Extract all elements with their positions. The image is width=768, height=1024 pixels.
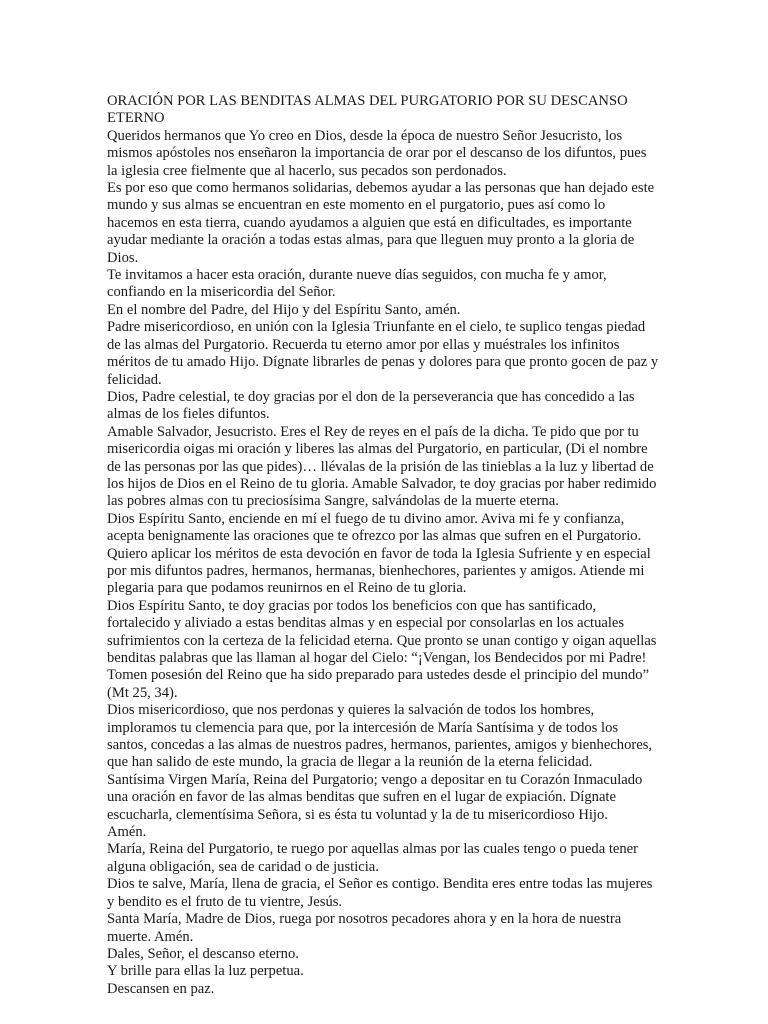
paragraph-invitation: Te invitamos a hacer esta oración, durante nueve días seguidos, con mucha fe y amor, confiando en la misericordia del Señor. bbox=[107, 267, 607, 301]
paragraph-solidarity: Es por eso que como hermanos solidarias, debemos ayudar a las personas que han dejado este mundo y sus almas se encuentran en este momento en el purgatorio, pues así como lo hacemos en esta tierra, cuando ayudamos a alguien que está en dificultades, es importante ayudar mediante la oración a todas estas almas, para que lleguen muy pronto a la gloria de Dios. bbox=[107, 180, 655, 266]
paragraph-intro: Queridos hermanos que Yo creo en Dios, desde la época de nuestro Señor Jesucristo, los mismos apóstoles nos enseñaron la importancia de orar por el descanso de los difuntos, pues la iglesia cree fielmente que al hacerlo, sus pecados son perdonados. bbox=[107, 127, 647, 179]
paragraph-eternal-rest: Dales, Señor, el descanso eterno. bbox=[107, 945, 299, 962]
document-title: ORACIÓN POR LAS BENDITAS ALMAS DEL PURGATORIO POR SU DESCANSO ETERNO bbox=[107, 93, 628, 127]
paragraph-virgin-mary: Santísima Virgen María, Reina del Purgatorio; vengo a depositar en tu Corazón Inmaculado una oración en favor de las almas benditas que sufren en el lugar de expiación. Dígnate escucharla, clementísima Señora, si es ésta tu voluntad y la de tu misericordioso Hijo. bbox=[107, 771, 643, 823]
paragraph-merciful-father: Padre misericordioso, en unión con la Iglesia Triunfante en el cielo, te suplico tengas piedad de las almas del Purgatorio. Recuerda tu eterno amor por ellas y muéstrales los infinitos méritos de tu amado Hijo. Dígnate librarles de penas y dolores para que pronto gocen de paz y felicidad. bbox=[107, 319, 659, 388]
document-page bbox=[107, 93, 659, 998]
paragraph-perpetual-light: Y brille para ellas la luz perpetua. bbox=[107, 963, 304, 980]
paragraph-amen: Amén. bbox=[107, 824, 147, 841]
paragraph-holy-mary: Santa María, Madre de Dios, ruega por nosotros pecadores ahora y en la hora de nuestra muerte. Amén. bbox=[107, 911, 622, 945]
paragraph-rest-in-peace: Descansen en paz. bbox=[107, 980, 215, 997]
paragraph-savior: Amable Salvador, Jesucristo. Eres el Rey de reyes en el país de la dicha. Te pido que por tu misericordia oigas mi oración y liberes las almas del Purgatorio, en particular, (Di el nombre de las personas por las que pides)… llévalas de la prisión de las tinieblas a la luz y libertad de los hijos de Dios en el Reino de tu gloria. Amable Salvador, te doy gracias por haber redimido las pobres almas con tu preciosísima Sangre, salvándolas de la muerte eterna. bbox=[107, 423, 657, 510]
paragraph-queen-purgatory: María, Reina del Purgatorio, te ruego por aquellas almas por las cuales tengo o pueda tener alguna obligación, sea de caridad o de justicia. bbox=[107, 841, 639, 875]
paragraph-holy-spirit-2: Dios Espíritu Santo, te doy gracias por todos los beneficios con que has santificado, fortalecido y aliviado a estas benditas almas y en especial por consolarlas en los actuales sufrimientos con la certeza de la felicidad eterna. Que pronto se unan contigo y oigan aquellas benditas palabras que las llaman al hogar del Cielo: “¡Vengan, los Bendecidos por mi Padre! Tomen posesión del Reino que ha sido preparado para ustedes desde el principio del mundo” (Mt 25, 34). bbox=[107, 597, 657, 701]
paragraph-sign-of-cross: En el nombre del Padre, del Hijo y del Espíritu Santo, amén. bbox=[107, 301, 461, 318]
paragraph-hail-mary: Dios te salve, María, llena de gracia, el Señor es contigo. Bendita eres entre todas las mujeres y bendito es el fruto de tu vientre, Jesús. bbox=[107, 876, 653, 910]
paragraph-holy-spirit-1: Dios Espíritu Santo, enciende en mí el fuego de tu divino amor. Aviva mi fe y confianza, acepta benignamente las oraciones que te ofrezco por las almas que sufren en el Purgatorio. Quiero aplicar los méritos de esta devoción en favor de toda la Iglesia Sufriente y en especial por mis difuntos padres, hermanos, hermanas, bienhechores, parientes y amigos. Atiende mi plegaria para que podamos reunirnos en el Reino de tu gloria. bbox=[107, 510, 651, 597]
paragraph-merciful-god: Dios misericordioso, que nos perdonas y quieres la salvación de todos los hombres, imploramos tu clemencia para que, por la intercesión de María Santísima y de todos los santos, concedas a las almas de nuestros padres, hermanos, parientes, amigos y bienhechores, que han salido de este mundo, la gracia de llegar a la reunión de la eterna felicidad. bbox=[107, 702, 653, 771]
paragraph-heavenly-father: Dios, Padre celestial, te doy gracias por el don de la perseverancia que has concedido a las almas de los fieles difuntos. bbox=[107, 388, 635, 423]
